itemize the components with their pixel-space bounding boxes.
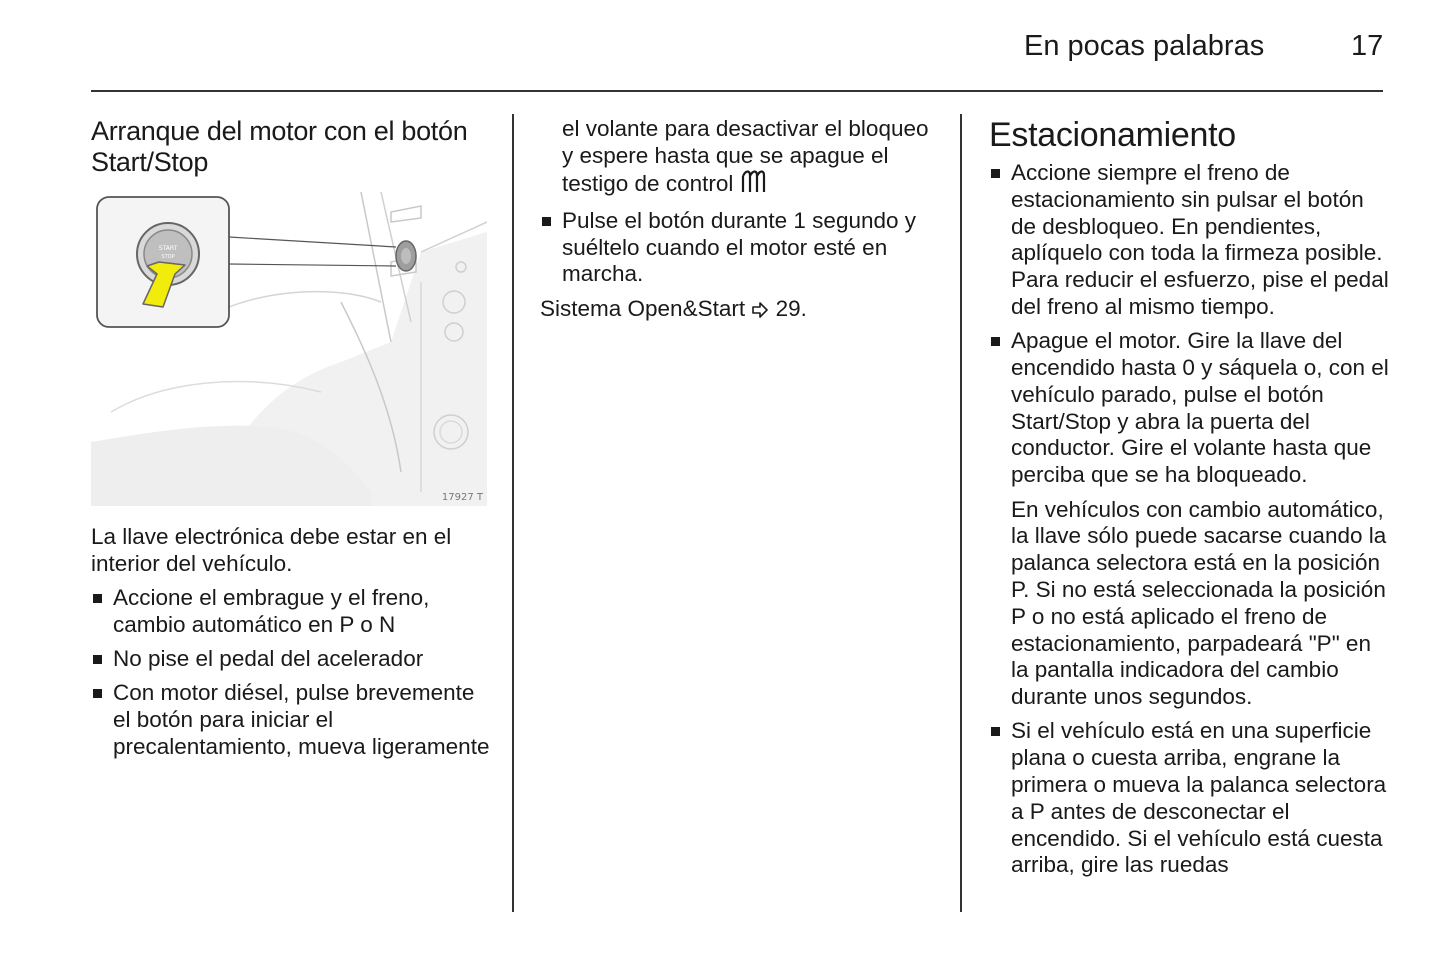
list-item-text: o — [353, 611, 380, 637]
list-item — [540, 208, 940, 288]
start-steps-list — [91, 585, 491, 761]
list-item-text: antes de desconectar el encendido. Si el vehículo está cuesta arriba, gire las ruedas — [1011, 798, 1383, 878]
gear-n-label: N — [379, 611, 396, 637]
note-text: . Si no está seleccionada la posición — [1023, 576, 1386, 602]
list-item — [989, 160, 1389, 321]
page-reference-arrow-icon — [751, 299, 769, 326]
figure-button-text-start: START — [158, 245, 178, 252]
figure-code: 17927 T — [441, 492, 483, 503]
gear-p-label: P — [1011, 576, 1024, 602]
gear-p-label: P — [1029, 798, 1045, 824]
gear-p-label: P — [1011, 603, 1026, 629]
bullet-square-icon — [93, 689, 102, 698]
bullet-square-icon — [93, 594, 102, 603]
start-steps-list-continued — [540, 208, 940, 288]
continued-text: el volante para desactivar el bloqueo y espere hasta que se apague el testigo de control — [562, 116, 929, 196]
column-3 — [989, 116, 1389, 887]
page-number: 17 — [1351, 30, 1384, 62]
column-1-text — [91, 524, 491, 768]
intro-paragraph: La llave electrónica debe estar en el interior del vehículo. — [91, 524, 452, 576]
continued-paragraph — [540, 116, 940, 200]
parking-steps-list-2 — [989, 718, 1389, 879]
running-header-title: En pocas palabras — [1024, 30, 1265, 62]
section-title-parking: Estacionamiento — [989, 116, 1236, 154]
note-text: En vehículos con cambio automático, la llave sólo puede sacarse cuando la palanca selectora está en la posición — [1011, 496, 1387, 576]
list-item-text: Si el vehículo está en una superficie plana o cuesta arriba, engrane la primera o mueva la palanca selectora a — [1011, 718, 1387, 824]
list-item — [91, 646, 491, 673]
list-item — [91, 680, 491, 760]
bullet-square-icon — [991, 169, 1000, 178]
automatic-transmission-note — [989, 497, 1389, 711]
list-item-text: Accione el embrague y el freno, cambio automático en — [113, 585, 430, 637]
list-item-text: Apague el motor. Gire la llave del encendido hasta 0 y sáquela o, con el vehículo parado, pulse el botón Start/Stop y abra la puerta del conductor. Gire el volante hasta que perciba que se ha bloqueado. — [1011, 328, 1389, 488]
column-divider-1 — [512, 114, 514, 912]
bullet-square-icon — [93, 655, 102, 664]
column-2 — [540, 116, 940, 326]
reference-text: Sistema Open&Start — [540, 295, 746, 321]
column-divider-2 — [960, 114, 962, 912]
column-1 — [91, 116, 491, 178]
list-item — [989, 328, 1389, 489]
list-item-text: Accione siempre el freno de estacionamiento sin pulsar el botón de desbloqueo. En pendientes, aplíquelo con toda la firmeza posible. Para reducir el esfuerzo, pise el pedal del freno al mismo tiempo. — [1011, 160, 1389, 319]
reference-page: 29. — [775, 295, 807, 321]
parking-steps-list — [989, 160, 1389, 489]
list-item-text: Con motor diésel, pulse brevemente el botón para iniciar el precalentamiento, mueva ligeramente — [113, 680, 490, 760]
bullet-square-icon — [991, 727, 1000, 736]
start-stop-button-illustration — [91, 192, 487, 506]
bullet-square-icon — [542, 217, 551, 226]
list-item — [91, 585, 491, 639]
list-item-text: Pulse el botón durante 1 segundo y suéltelo cuando el motor esté en marcha. — [562, 207, 917, 287]
bullet-square-icon — [991, 337, 1000, 346]
note-text: o no está aplicado el freno de estacionamiento, parpadeará "P" en la pantalla indicadora del cambio durante unos segundos. — [1011, 603, 1371, 710]
figure-button-text-stop: STOP — [161, 254, 175, 260]
section-title-start-stop: Arranque del motor con el botón Start/Stop — [91, 116, 468, 177]
cross-reference — [540, 296, 940, 326]
list-item-text: No pise el pedal del acelerador — [113, 646, 424, 672]
preheating-coil-icon — [740, 170, 770, 201]
gear-p-label: P — [339, 611, 354, 637]
list-item — [989, 718, 1389, 879]
header-rule — [91, 90, 1383, 92]
